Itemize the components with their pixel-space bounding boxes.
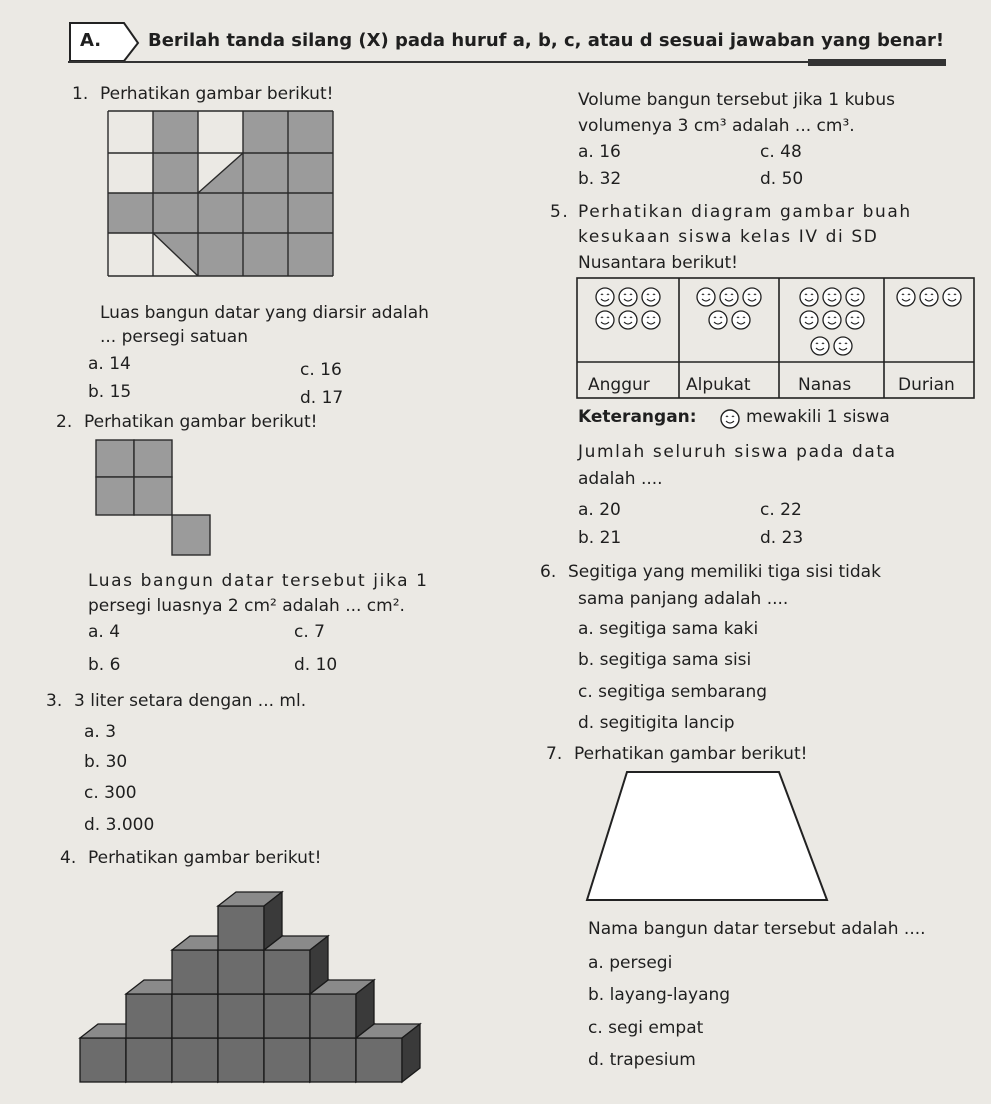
q4-option-c[interactable]: c. 48 (760, 142, 802, 162)
picto-category-alpukat: Alpukat (686, 375, 751, 395)
smiley-face-icon (719, 287, 739, 307)
smiley-face-icon (641, 310, 661, 330)
q4-option-d[interactable]: d. 50 (760, 169, 804, 189)
q6-option-b[interactable]: b. segitiga sama sisi (578, 650, 752, 670)
legend-smiley-icon (720, 409, 740, 429)
q1-option-a[interactable]: a. 14 (88, 354, 131, 374)
legend-label: Keterangan: (578, 407, 697, 427)
picto-category-nanas: Nanas (798, 375, 852, 395)
q4-number: 4. (60, 848, 77, 868)
q2-option-b[interactable]: b. 6 (88, 655, 121, 675)
smiley-face-icon (896, 287, 916, 307)
q6-prompt-line1: Segitiga yang memiliki tiga sisi tidak (568, 562, 881, 582)
smiley-face-icon (595, 310, 615, 330)
smiley-face-icon (845, 287, 865, 307)
smiley-face-icon (595, 287, 615, 307)
q4-prompt: Perhatikan gambar berikut! (88, 848, 322, 868)
smiley-face-icon (618, 310, 638, 330)
q2-option-a[interactable]: a. 4 (88, 622, 121, 642)
q6-option-a[interactable]: a. segitiga sama kaki (578, 619, 759, 639)
q3-option-d[interactable]: d. 3.000 (84, 815, 155, 835)
q7-number: 7. (546, 744, 563, 764)
q7-question: Nama bangun datar tersebut adalah .... (588, 919, 926, 939)
picto-category-anggur: Anggur (588, 375, 650, 395)
q5-prompt-line1: Perhatikan diagram gambar buah (578, 202, 912, 222)
q1-option-d[interactable]: d. 17 (300, 388, 344, 408)
smiley-face-icon (731, 310, 751, 330)
q5-number: 5. (550, 202, 570, 222)
q3-option-c[interactable]: c. 300 (84, 783, 137, 803)
q5-option-b[interactable]: b. 21 (578, 528, 622, 548)
legend-text: mewakili 1 siswa (746, 407, 890, 427)
q2-question-line2: persegi luasnya 2 cm² adalah ... cm². (88, 596, 405, 616)
q7-option-d[interactable]: d. trapesium (588, 1050, 696, 1070)
q2-question-line1: Luas bangun datar tersebut jika 1 (88, 571, 429, 591)
q7-option-c[interactable]: c. segi empat (588, 1018, 704, 1038)
q1-question-line2: ... persegi satuan (100, 327, 248, 347)
smiley-face-icon (810, 336, 830, 356)
q2-prompt: Perhatikan gambar berikut! (84, 412, 318, 432)
picto-category-durian: Durian (898, 375, 955, 395)
smiley-face-icon (799, 310, 819, 330)
cube (310, 980, 374, 1038)
q2-number: 2. (56, 412, 73, 432)
q5-option-a[interactable]: a. 20 (578, 500, 621, 520)
q2-option-d[interactable]: d. 10 (294, 655, 338, 675)
smiley-face-icon (708, 310, 728, 330)
q1-question-line1: Luas bangun datar yang diarsir adalah (100, 303, 429, 323)
cube (218, 892, 282, 950)
smiley-face-icon (822, 310, 842, 330)
smiley-face-icon (833, 336, 853, 356)
q3-option-a[interactable]: a. 3 (84, 722, 117, 742)
instruction-text: Berilah tanda silang (X) pada huruf a, b, c, atau d sesuai jawaban yang benar! (148, 30, 945, 51)
smiley-face-icon (822, 287, 842, 307)
q4-question-line1: Volume bangun tersebut jika 1 kubus (578, 90, 895, 110)
smiley-face-icon (799, 287, 819, 307)
q5-question-line1: Jumlah seluruh siswa pada data (578, 442, 897, 462)
smiley-face-icon (696, 287, 716, 307)
q1-option-b[interactable]: b. 15 (88, 382, 132, 402)
q7-trapezoid-figure (585, 770, 830, 904)
smiley-face-icon (919, 287, 939, 307)
q5-option-d[interactable]: d. 23 (760, 528, 804, 548)
smiley-face-icon (742, 287, 762, 307)
q7-option-b[interactable]: b. layang-layang (588, 985, 731, 1005)
q4-option-a[interactable]: a. 16 (578, 142, 621, 162)
smiley-face-icon (641, 287, 661, 307)
cube (356, 1024, 420, 1082)
q5-option-c[interactable]: c. 22 (760, 500, 802, 520)
smiley-face-icon (845, 310, 865, 330)
q4-question-line2: volumenya 3 cm³ adalah ... cm³. (578, 116, 855, 136)
q3-prompt: 3 liter setara dengan ... ml. (74, 691, 307, 711)
smiley-face-icon (942, 287, 962, 307)
q4-option-b[interactable]: b. 32 (578, 169, 622, 189)
q3-option-b[interactable]: b. 30 (84, 752, 128, 772)
q3-number: 3. (46, 691, 63, 711)
q6-prompt-line2: sama panjang adalah .... (578, 589, 789, 609)
q2-option-c[interactable]: c. 7 (294, 622, 325, 642)
q5-prompt-line2: kesukaan siswa kelas IV di SD (578, 227, 879, 247)
cube (264, 936, 328, 994)
q7-prompt: Perhatikan gambar berikut! (574, 744, 808, 764)
q7-option-a[interactable]: a. persegi (588, 953, 673, 973)
q5-question-line2: adalah .... (578, 469, 663, 489)
q6-option-c[interactable]: c. segitiga sembarang (578, 682, 768, 702)
q1-number: 1. (72, 84, 89, 104)
q1-option-c[interactable]: c. 16 (300, 360, 342, 380)
q5-prompt-line3: Nusantara berikut! (578, 253, 738, 273)
smiley-face-icon (618, 287, 638, 307)
section-letter: A. (80, 30, 102, 51)
q1-prompt: Perhatikan gambar berikut! (100, 84, 334, 104)
q6-option-d[interactable]: d. segitigita lancip (578, 713, 735, 733)
q6-number: 6. (540, 562, 557, 582)
